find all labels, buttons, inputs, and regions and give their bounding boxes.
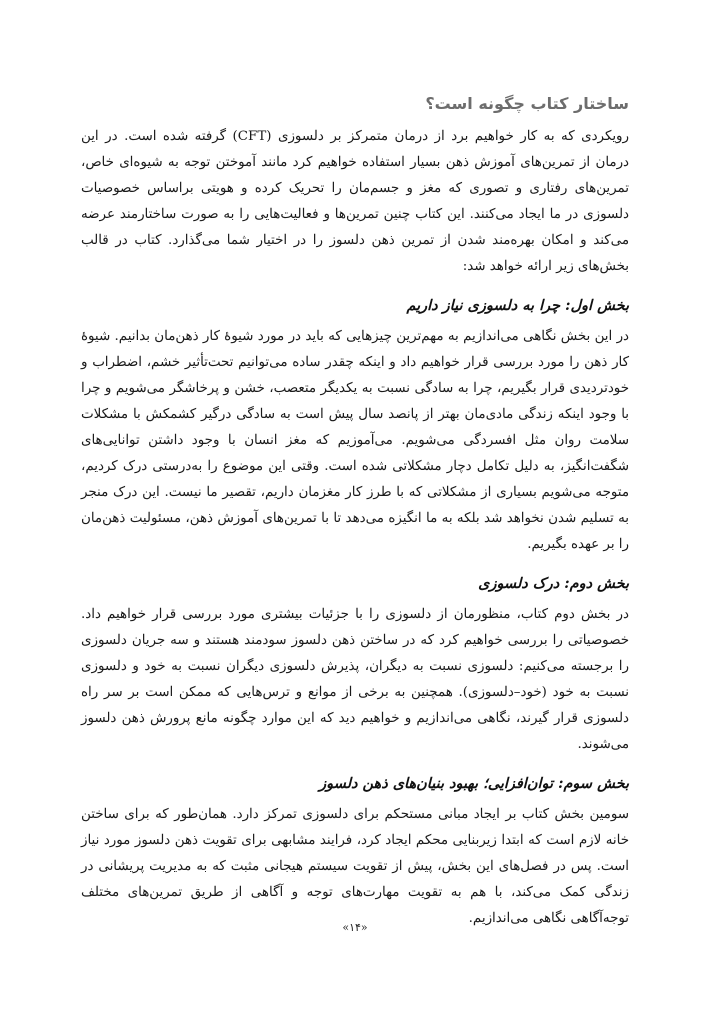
section-heading-part-three: بخش سوم: توان‌افزایی؛ بهبود بنیان‌های ذهن دلسوز [319,775,629,792]
section-body-part-two: در بخش دوم کتاب، منظورمان از دلسوزی را با جزئیات بیشتری مورد بررسی قرار خواهیم داد. خصوصیاتی را بررسی خواهیم کرد که در ساختن ذهن دلسوز سودمند هستند و سه جریان دلسوزی را برجسته می‌کنیم: دلسوزی نسبت به دیگران، پذیرش دلسوزی دیگران نسبت به خود و دلسوزی نسبت به خود (خود–دلسوزی). همچنین به برخی از موانع و ترس‌هایی که ممکن است بر سر راه دلسوزی قرار گیرند، نگاهی می‌اندازیم و خواهیم دید که این موارد چگونه مانع پرورش ذهن دلسوز می‌شوند. [81,607,629,752]
section-heading-part-two: بخش دوم: درک دلسوزی [478,575,629,592]
intro-paragraph: رویکردی که به کار خواهیم برد از درمان متمرکز بر دلسوزی (CFT) گرفته شده است. در این درمان از تمرین‌های آموزش ذهن بسیار استفاده خواهیم کرد مانند آموختن توجه به شیوه‌ای خاص، تمرین‌های رفتاری و تصوری که مغز و جسم‌مان را تحریک کرده و هویتی براساس خصوصیات دلسوزی در ما ایجاد می‌کنند. این کتاب چنین تمرین‌ها و فعالیت‌هایی را به صورت ساختارمند عرضه می‌کند و امکان بهره‌مند شدن از تمرین ذهن دلسوز را در اختیار شما می‌گذارد. کتاب در قالب بخش‌های زیر ارائه خواهد شد: [81,129,629,274]
section-body-part-one: در این بخش نگاهی می‌اندازیم به مهم‌ترین چیزهایی که باید در مورد شیوهٔ کار ذهن‌مان بدانیم. شیوهٔ کار ذهن را مورد بررسی قرار خواهیم داد و اینکه چقدر ساده می‌توانیم تحت‌تأثیر خشم، اضطراب و خودتردیدی قرار بگیریم، چرا به سادگی نسبت به یکدیگر متعصب، خشن و پرخاشگر می‌شویم و چرا با وجود اینکه زندگی مادی‌مان بهتر از پانصد سال پیش است به سادگی درگیر کشمکش با مشکلات سلامت روان مثل افسردگی می‌شویم. می‌آموزیم که مغز انسان با وجود داشتن توانایی‌های شگفت‌انگیز، به دلیل تکامل دچار مشکلاتی شده است. وقتی این موضوع را به‌درستی درک کردیم، متوجه می‌شویم بسیاری از مشکلاتی که با طرز کار مغزمان داریم، تقصیر ما نیست. این درک منجر به تسلیم شدن نخواهد شد بلکه به ما انگیزه می‌دهد تا با تمرین‌های آموزش ذهن، مسئولیت ذهن‌مان را بر عهده بگیریم. [81,329,629,552]
page-title: ساختار کتاب چگونه است؟ [425,94,629,113]
section-heading-part-one: بخش اول: چرا به دلسوزی نیاز داریم [406,297,629,314]
page-number: «۱۴» [342,921,368,934]
page-content [81,90,629,932]
section-body-part-three: سومین بخش کتاب بر ایجاد مبانی مستحکم برای دلسوزی تمرکز دارد. همان‌طور که برای ساختن خانه لازم است که ابتدا زیربنایی محکم ایجاد کرد، فرایند مشابهی برای تقویت ذهن دلسوز مورد نیاز است. پس در فصل‌های این بخش، پیش از تقویت سیستم هیجانی مثبت که به مدیریت پریشانی در زندگی کمک می‌کند، با هم به تقویت مهارت‌های توجه و آگاهی از طریق تمرین‌های مختلف توجه‌آگاهی نگاهی می‌اندازیم. [81,807,629,926]
